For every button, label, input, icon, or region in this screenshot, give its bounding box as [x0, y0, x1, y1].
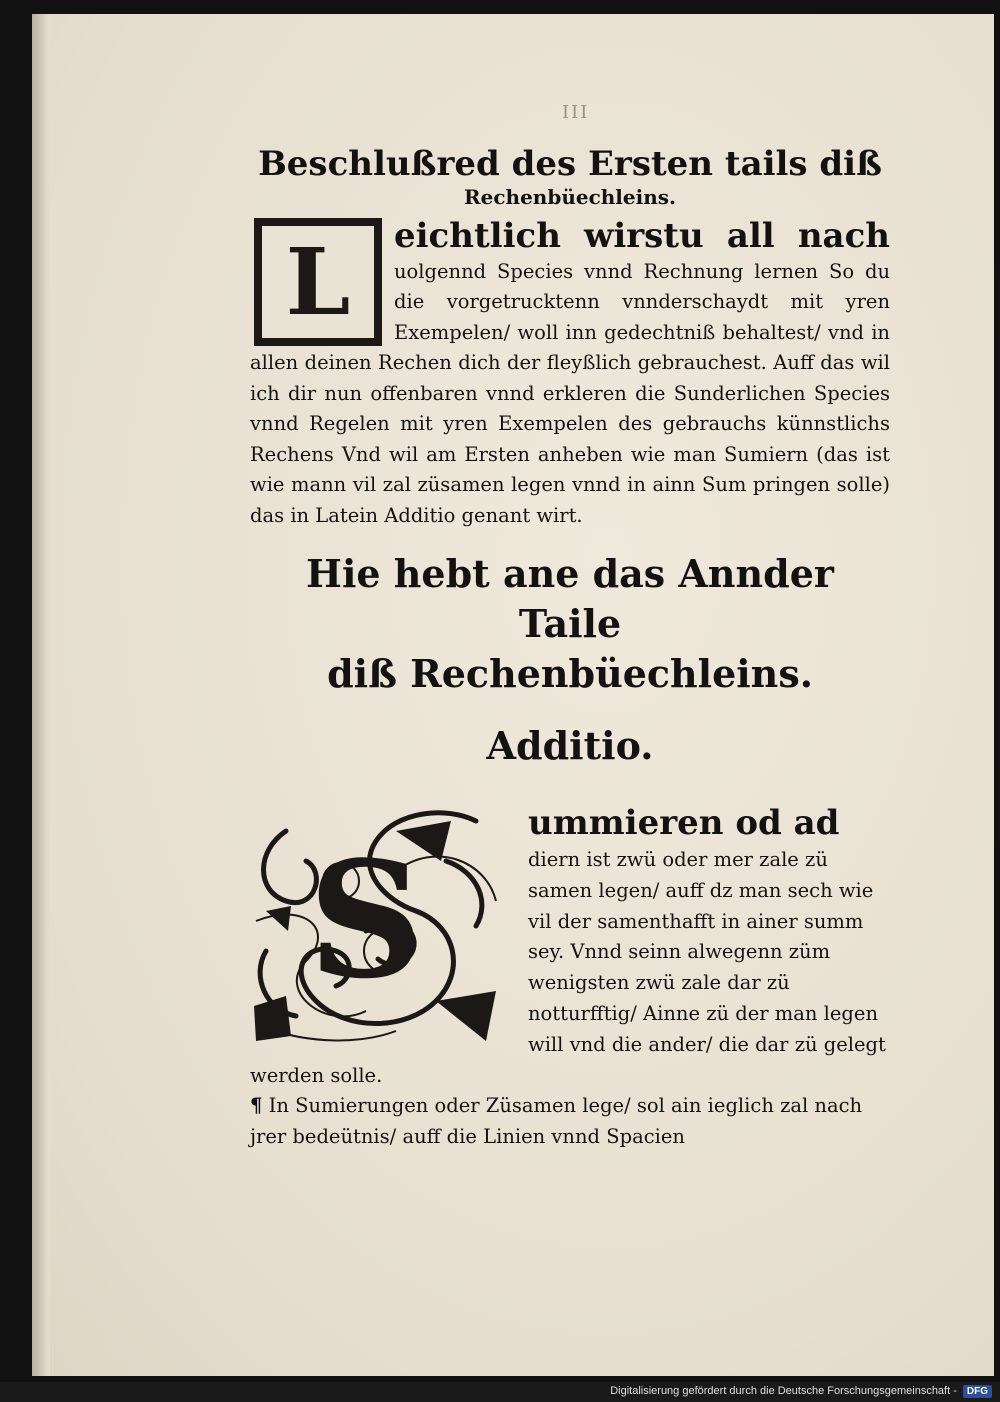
page-heading-sub: Rechenbüechleins.: [464, 185, 676, 209]
paragraph-1-body: uolgennd Species vnnd Rechnung lernen So du die vorgetrucktenn vnnderschaydt mit yren Exempelen/ woll inn gedechtniß behaltest/ vnd in allen deinen Rechen dich der fleyßlich gebrauchest. Auff das wil ich dir nun offenbaren vnnd erkleren die Sunderlichen Species vnnd Regelen mit yren Exempelen des gebrauchs künnstlichs Rechens Vnd wil am Ersten anheben wie man Sumiern (das ist wie mann vil zal züsamen legen vnnd in ainn Sum pringen solle) das in Latein Additio genant wirt.: [250, 259, 890, 527]
decorated-initial-l: [254, 218, 382, 346]
page-heading: Beschlußred des Ersten tails diß: [258, 144, 882, 184]
paragraph-2-body: diern ist zwü oder mer zale zü samen legen/ auff dz man sech wie vil der samenthafft in ainer summ sey. Vnnd seinn alwegenn züm wenigsten zwü zale dar zü notturfftig/ Ainne zü der man legen will vnd die ander/ die dar zü gelegt werden solle.: [250, 848, 886, 1087]
paragraph-1: [250, 216, 890, 531]
initial-ornament-icon: [262, 226, 374, 338]
folio-number: III: [562, 102, 590, 123]
text-block: [250, 144, 890, 1153]
page-gutter-shadow: [32, 14, 50, 1376]
paragraph-3-body: In Sumierungen oder Züsamen lege/ sol ain ieglich zal nach jrer bedeütnis/ auff die Linien vnnd Spacien: [250, 1094, 863, 1149]
footer-bar: [610, 1382, 992, 1400]
paragraph-1-lead: eichtlich wirstu all nach: [394, 216, 890, 256]
paragraph-3: [250, 1091, 890, 1153]
section-heading-line-2: diß Rechenbüechleins.: [327, 651, 813, 696]
pilcrow-icon: ¶: [250, 1094, 263, 1118]
funding-notice: Digitalisierung gefördert durch die Deutsche Forschungsgemeinschaft -: [610, 1385, 957, 1397]
book-page: [32, 14, 994, 1376]
initial-letter-s: S: [308, 826, 424, 1014]
section-heading-line-1: Hie hebt ane das Annder Taile: [306, 551, 834, 646]
initial-letter: L: [285, 228, 351, 336]
flourish-ornament-icon: [246, 801, 514, 1051]
subsection-heading: Additio.: [486, 723, 654, 768]
paragraph-2: [250, 801, 890, 1153]
flourished-initial-s: [246, 801, 514, 1051]
dfg-logo: DFG: [963, 1385, 992, 1398]
paragraph-2-lead: ummieren od ad: [528, 803, 840, 843]
